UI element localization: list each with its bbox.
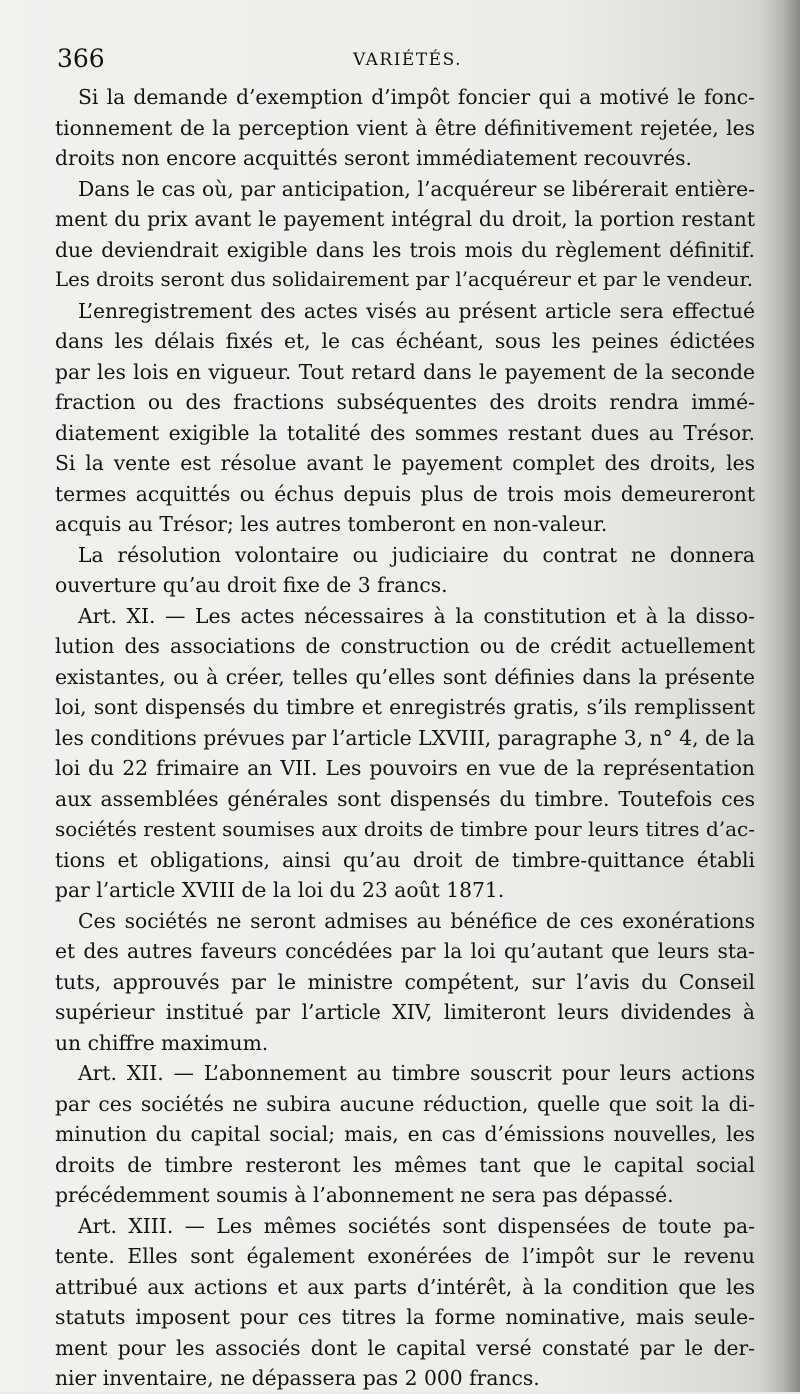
text-line: loi, sont dispensés du timbre et enregistrés gratis, s’ils remplissent bbox=[55, 695, 755, 719]
text-line: ouverture qu’au droit fixe de 3 francs. bbox=[55, 573, 448, 597]
body-text bbox=[55, 82, 755, 1394]
text-line: aux assemblées générales sont dispensés du timbre. Toutefois ces bbox=[55, 786, 755, 811]
text-line: les conditions prévues par l’article LXVIII, paragraphe 3, n° 4, de la bbox=[55, 725, 755, 750]
text-line: et des autres faveurs concédées par la loi qu’autant que leurs sta- bbox=[55, 939, 755, 963]
text-line: statuts imposent pour ces titres la forme nominative, mais seule- bbox=[55, 1305, 755, 1329]
text-line: par l’article XVIII de la loi du 23 août 1871. bbox=[55, 878, 505, 902]
text-line: Les droits seront dus solidairement par l’acquéreur et par le vendeur. bbox=[55, 268, 754, 291]
text-line: nier inventaire, ne dépassera pas 2 000 francs. bbox=[55, 1366, 540, 1390]
text-line: L’enregistrement des actes visés au présent article sera effectué bbox=[78, 298, 755, 323]
text-line: tionnement de la perception vient à être définitivement rejetée, les bbox=[55, 115, 755, 140]
text-line: tente. Elles sont également exonérées de l’impôt sur le revenu bbox=[55, 1244, 755, 1268]
text-line: due deviendrait exigible dans les trois mois du règlement définitif. bbox=[55, 237, 755, 262]
page-spine-shadow bbox=[762, 0, 800, 1392]
text-line: Si la demande d’exemption d’impôt foncier qui a motivé le fonc- bbox=[78, 85, 755, 109]
running-head: VARIÉTÉS. bbox=[353, 50, 463, 70]
text-line: précédemment soumis à l’abonnement ne sera pas dépassé. bbox=[55, 1183, 674, 1207]
text-line: minution du capital social; mais, en cas d’émissions nouvelles, les bbox=[55, 1122, 755, 1146]
text-line: loi du 22 frimaire an VII. Les pouvoirs en vue de la représentation bbox=[55, 756, 755, 780]
text-line: Dans le cas où, par anticipation, l’acquéreur se libérerait entière- bbox=[78, 176, 755, 201]
text-line: fraction ou des fractions subséquentes des droits rendra immé- bbox=[55, 390, 755, 414]
text-line: droits non encore acquittés seront immédiatement recouvrés. bbox=[55, 146, 692, 170]
text-line: supérieur institué par l’article XIV, limiteront leurs dividendes à bbox=[55, 1000, 755, 1024]
text-line: par les lois en vigueur. Tout retard dans le payement de la seconde bbox=[55, 359, 755, 384]
text-line: Si la vente est résolue avant le payement complet des droits, les bbox=[55, 451, 755, 475]
text-line: sociétés restent soumises aux droits de timbre pour leurs titres d’ac- bbox=[55, 817, 755, 841]
page-header bbox=[57, 42, 747, 76]
text-line: Art. XI. — Les actes nécessaires à la constitution et à la disso- bbox=[78, 603, 755, 628]
text-line: dans les délais fixés et, le cas échéant, sous les peines édictées bbox=[55, 329, 755, 353]
text-line: lution des associations de construction ou de crédit actuellement bbox=[55, 634, 755, 658]
text-line: ment du prix avant le payement intégral du droit, la portion restant bbox=[55, 207, 755, 231]
text-line: diatement exigible la totalité des sommes restant dues au Trésor. bbox=[55, 420, 755, 445]
text-line: termes acquittés ou échus depuis plus de trois mois demeureront bbox=[55, 481, 755, 506]
page-number: 366 bbox=[57, 44, 105, 73]
text-line: existantes, ou à créer, telles qu’elles sont définies dans la présente bbox=[55, 664, 755, 689]
text-line: par ces sociétés ne subira aucune réduction, quelle que soit la di- bbox=[55, 1091, 755, 1116]
text-line: droits de timbre resteront les mêmes tant que le capital social bbox=[55, 1152, 755, 1177]
text-line: tuts, approuvés par le ministre compétent, sur l’avis du Conseil bbox=[55, 969, 755, 994]
text-line: Art. XIII. — Les mêmes sociétés sont dispensées de toute pa- bbox=[78, 1213, 755, 1238]
text-line: Ces sociétés ne seront admises au bénéfice de ces exonérations bbox=[78, 908, 755, 933]
text-line: La résolution volontaire ou judiciaire du contrat ne donnera bbox=[78, 542, 755, 567]
text-line: Art. XII. — L’abonnement au timbre souscrit pour leurs actions bbox=[78, 1061, 755, 1085]
text-line: ment pour les associés dont le capital versé constaté par le der- bbox=[55, 1335, 755, 1360]
text-line: tions et obligations, ainsi qu’au droit de timbre-quittance établi bbox=[55, 847, 755, 872]
text-line: acquis au Trésor; les autres tomberont en non-valeur. bbox=[55, 512, 608, 536]
text-line: un chiffre maximum. bbox=[55, 1030, 269, 1055]
text-line: attribué aux actions et aux parts d’intérêt, à la condition que les bbox=[55, 1274, 755, 1299]
